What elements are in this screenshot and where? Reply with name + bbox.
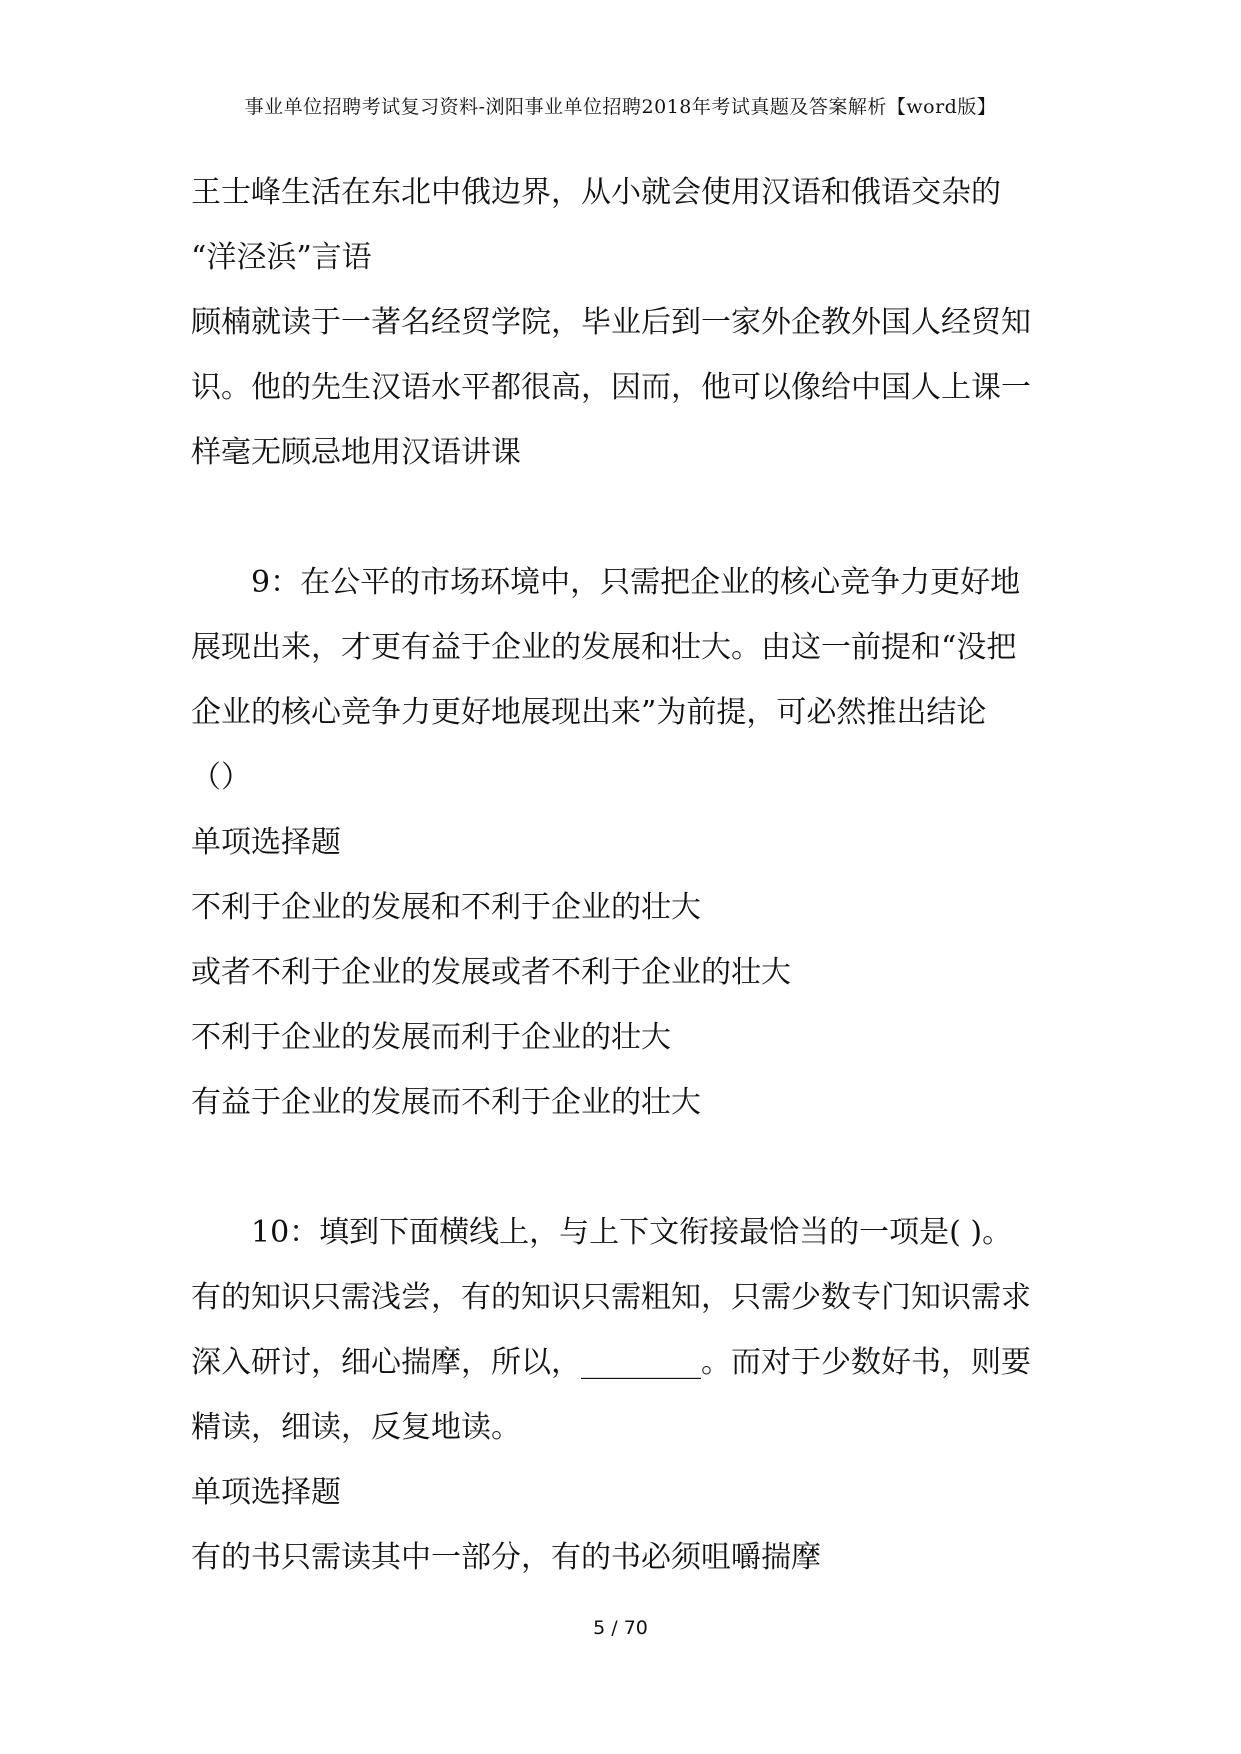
question-10-type-label: 单项选择题 bbox=[191, 1475, 341, 1510]
question-9-stem: 9：在公平的市场环境中，只需把企业的核心竞争力更好地 bbox=[251, 565, 1021, 600]
question-9-option: 不利于企业的发展和不利于企业的壮大 bbox=[191, 890, 701, 925]
continuation-line: 顾楠就读于一著名经贸学院，毕业后到一家外企教外国人经贸知 bbox=[191, 305, 1031, 340]
question-9-stem: 企业的核心竞争力更好地展现出来”为前提，可必然推出结论 bbox=[191, 695, 987, 730]
page-number: 5 / 70 bbox=[593, 1617, 648, 1639]
question-9-option: 不利于企业的发展而利于企业的壮大 bbox=[191, 1020, 671, 1055]
document-body bbox=[191, 160, 1061, 1590]
question-10-option: 有的书只需读其中一部分，有的书必须咀嚼揣摩 bbox=[191, 1540, 821, 1575]
question-10-stem: 有的知识只需浅尝，有的知识只需粗知，只需少数专门知识需求 bbox=[191, 1280, 1031, 1315]
paragraph-gap bbox=[191, 1135, 1061, 1200]
continuation-line: 样毫无顾忌地用汉语讲课 bbox=[191, 435, 521, 470]
question-10-stem: 精读，细读，反复地读。 bbox=[191, 1410, 521, 1445]
paragraph-gap bbox=[191, 485, 1061, 550]
question-10-stem: 10：填到下面横线上，与上下文衔接最恰当的一项是( )。 bbox=[251, 1215, 1013, 1250]
question-9-option: 或者不利于企业的发展或者不利于企业的壮大 bbox=[191, 955, 791, 990]
question-9-option: 有益于企业的发展而不利于企业的壮大 bbox=[191, 1085, 701, 1120]
continuation-line: 王士峰生活在东北中俄边界，从小就会使用汉语和俄语交杂的 bbox=[191, 175, 1001, 210]
continuation-line: 识。他的先生汉语水平都很高，因而，他可以像给中国人上课一 bbox=[191, 370, 1031, 405]
question-9-stem: 展现出来，才更有益于企业的发展和壮大。由这一前提和“没把 bbox=[191, 630, 1017, 665]
question-9-stem: （） bbox=[191, 760, 251, 795]
question-10-stem: 深入研讨，细心揣摩，所以，________。而对于少数好书，则要 bbox=[191, 1345, 1031, 1380]
document-header: 事业单位招聘考试复习资料-浏阳事业单位招聘2018年考试真题及答案解析【word版】 bbox=[244, 96, 997, 118]
question-9-type-label: 单项选择题 bbox=[191, 825, 341, 860]
continuation-line: “洋泾浜”言语 bbox=[191, 240, 372, 275]
